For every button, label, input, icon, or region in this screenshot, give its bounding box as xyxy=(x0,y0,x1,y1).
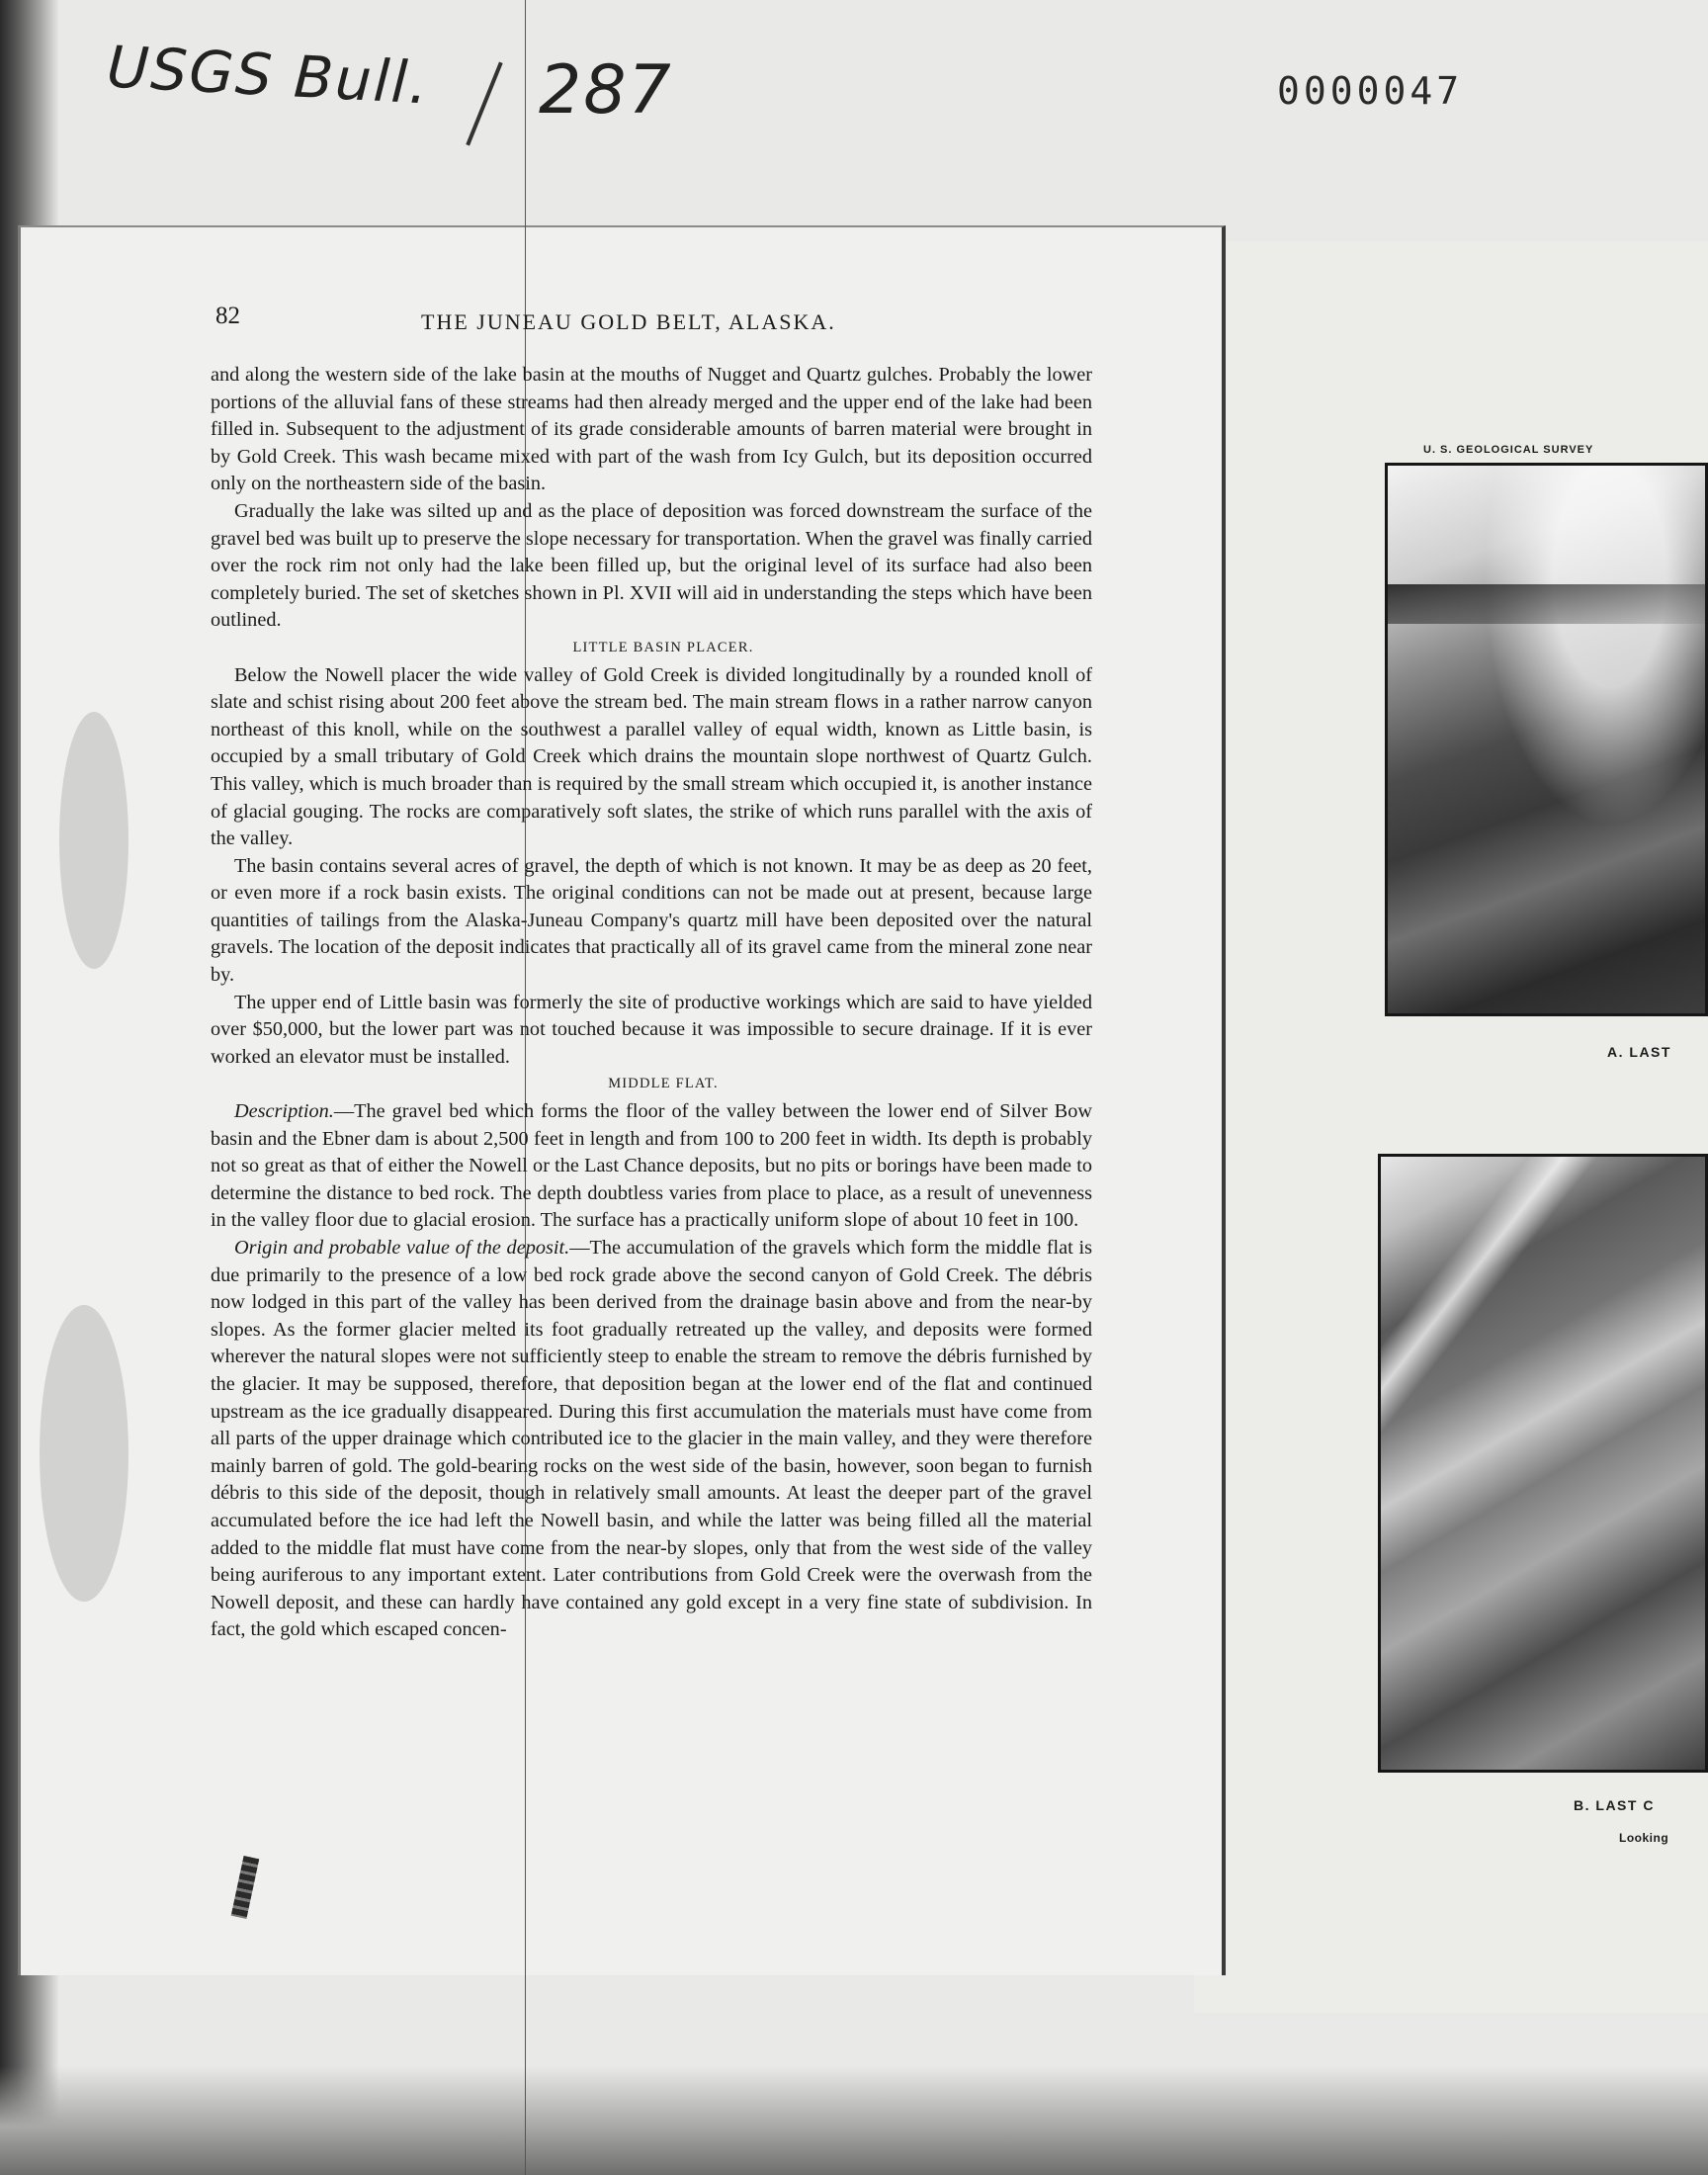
paragraph xyxy=(211,1235,1092,1644)
paragraph: Gradually the lake was silted up and as the place of deposition was forced downstream the surface of the gravel bed was built up to preserve the slope necessary for transportation. When the gravel was finally carried over the rock rim not only had the lake been filled up, but the original level of its surface had also been completely buried. The set of sketches shown in Pl. XVII will aid in understanding the steps which have been outlined. xyxy=(211,499,1092,632)
handwritten-series-note: USGS Bull. xyxy=(105,33,432,118)
paragraph: and along the western side of the lake basin at the mouths of Nugget and Quartz gulches. Probably the lower portions of the alluvial fans of these streams had then already merged and the upper end of the lake had been filled in. Subsequent to the adjustment of its grade considerable amounts of barren material were brought in by Gold Creek. This wash became mixed with part of the wash from Icy Gulch, but its deposition occurred only on the northeastern side of the basin. xyxy=(211,364,1092,495)
scan-bottom-shadow xyxy=(0,2066,1708,2175)
paragraph: The upper end of Little basin was formerly the site of productive workings which are said to have yielded over $50,000, but the lower part was not touched because it was impossible to secure drainage. If it is ever worked an elevator must be installed. xyxy=(211,991,1092,1068)
paragraph-text: —The accumulation of the gravels which form the middle flat is due primarily to the presence of a low bed rock grade above the second canyon of Gold Creek. The débris now lodged in this part of the valley has been derived from the drainage basin above and from the near-by slopes. As the former glacier melted its foot gradually retreated up the valley, and deposits were formed wherever the natural slopes were not sufficiently steep to enable the stream to remove the débris furnished by the glacier. It may be supposed, therefore, that deposition began at the lower end of the flat and continued upstream as the ice gradually disappeared. During this first accumulation the materials must have come from all parts of the upper drainage which contributed ice to the glacier in the main valley, and they were therefore mainly barren of gold. The gold-bearing rocks on the west side of the basin, however, soon began to furnish débris to this side of the deposit, though in relatively small amounts. At least the deeper part of the gravel accumulated before the ice had left the Nowell basin, and while the latter was being filled all the material added to the middle flat must have come from the near-by slopes, only that from the west side of the valley being auriferous to any important extent. Later contributions from Gold Creek were the overwash from the Nowell deposit, and these can hardly have contained any gold except in a very fine state of subdivision. In fact, the gold which escaped concen- xyxy=(211,1237,1092,1641)
plate-header: U. S. GEOLOGICAL SURVEY xyxy=(1423,444,1594,456)
paragraph: The basin contains several acres of gravel, the depth of which is not known. It may be as deep as 20 feet, or even more if a rock basin exists. The original conditions can not be made out at present, because large quantities of tailings from the Alaska-Juneau Company's quartz mill have been deposited over the natural gravels. The location of the deposit indicates that practically all of its gravel came from the mineral zone near by. xyxy=(211,854,1092,987)
stamped-document-number: 0000047 xyxy=(1277,69,1464,113)
scan-smudge xyxy=(40,1305,128,1602)
body-text xyxy=(211,362,1092,1644)
plate-caption-b: B. LAST C xyxy=(1574,1797,1655,1813)
plate-photo-b xyxy=(1378,1154,1708,1773)
section-heading-middle-flat: MIDDLE FLAT. xyxy=(608,1076,719,1092)
paragraph xyxy=(211,1098,1092,1235)
run-in-heading-origin: Origin and probable value of the deposit. xyxy=(234,1237,570,1259)
run-in-heading-description: Description. xyxy=(234,1100,334,1123)
section-heading-little-basin: LITTLE BASIN PLACER. xyxy=(572,639,754,655)
scan-smudge xyxy=(59,712,128,969)
plate-caption-a: A. LAST xyxy=(1607,1044,1671,1060)
plate-photo-a xyxy=(1385,463,1708,1016)
page-number: 82 xyxy=(215,303,240,329)
paragraph: Below the Nowell placer the wide valley of Gold Creek is divided longitudinally by a rounded knoll of slate and schist rising about 200 feet above the stream bed. The main stream flows in a rather narrow canyon northeast of this knoll, while on the southwest a parallel valley of equal width, known as Little basin, is occupied by a small tributary of Gold Creek which drains the mountain slope northwest of Quartz Gulch. This valley, which is much broader than is required by the small stream which occupied it, is another instance of glacial gouging. The rocks are comparatively soft slates, the strike of which runs parallel with the axis of the valley. xyxy=(211,663,1092,850)
handwritten-slash xyxy=(466,62,502,146)
handwritten-bulletin-number: 287 xyxy=(539,51,673,130)
paragraph-text: —The gravel bed which forms the floor of the valley between the lower end of Silver Bow basin and the Ebner dam is about 2,500 feet in length and from 100 to 200 feet in width. Its depth is probably not so great as that of either the Nowell or the Last Chance deposits, but no pits or borings have been made to determine the distance to bed rock. The depth doubtless varies from place to place, as a result of unevenness in the valley floor due to glacial erosion. The surface has a practically uniform slope of about 10 feet in 100. xyxy=(211,1100,1092,1232)
plate-caption-b-subtitle: Looking xyxy=(1619,1831,1669,1845)
running-head: THE JUNEAU GOLD BELT, ALASKA. xyxy=(421,309,836,334)
